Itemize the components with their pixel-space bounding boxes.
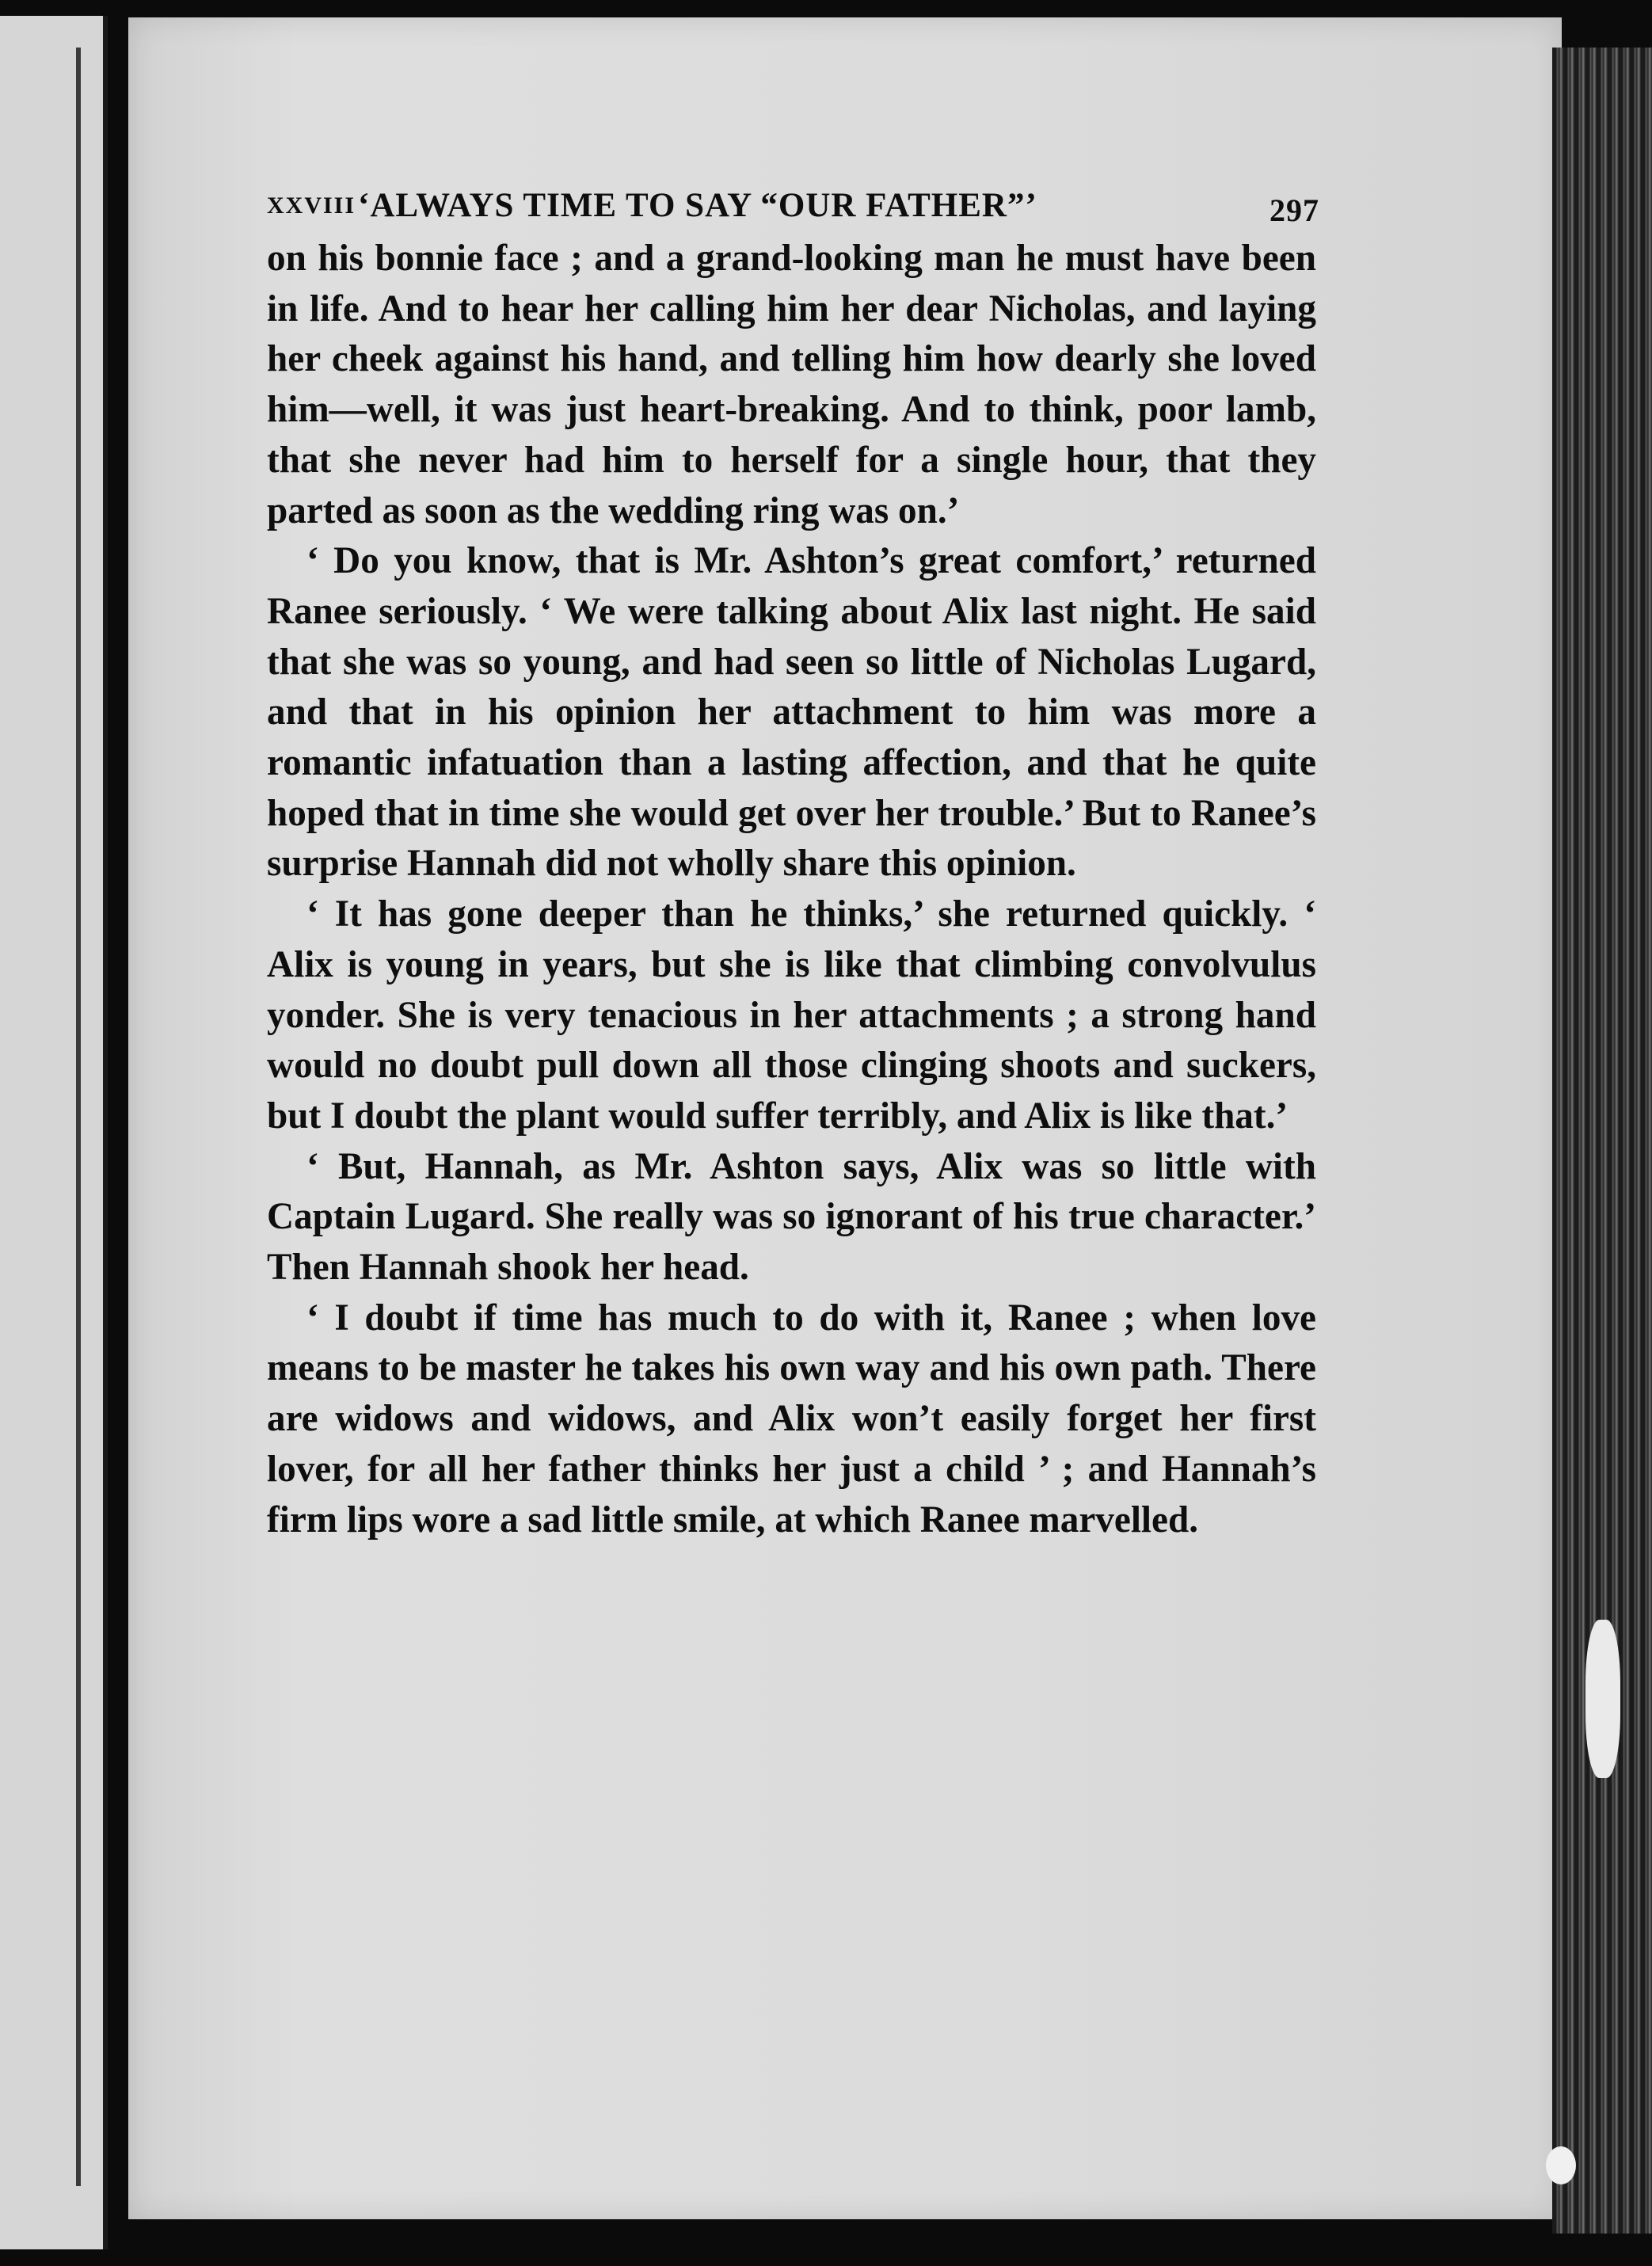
page-number: 297 (1269, 192, 1319, 228)
paragraph-1: on his bonnie face ; and a grand-looking man he must have been in life. And to hear her calling him her dear Nicholas, and laying her cheek against his hand, and telling him how dearly she loved him—well, it was just heart-breaking. And to think, poor lamb, that she never had him to herself for a single hour, that they parted as soon as the wedding ring was on.’ (267, 238, 1316, 531)
facing-page-edge (0, 16, 108, 2249)
paragraph-5: ‘ I doubt if time has much to do with it, Ranee ; when love means to be master he takes his own way and his own path. There are widows and widows, and Alix won’t easily forget her first lover, for all her father thinks her just a child ’ ; and Hannah’s firm lips wore a sad little smile, at which Ranee marvelled. (267, 1297, 1316, 1540)
running-head (267, 178, 1319, 234)
paragraph-3: ‘ It has gone deeper than he thinks,’ she returned quickly. ‘ Alix is young in years, but she is like that climbing convolvulus yonder. She is very tenacious in her attachments ; a strong hand would no doubt pull down all those clinging shoots and suckers, but I doubt the plant would suffer terribly, and Alix is like that.’ (267, 893, 1316, 1137)
paper-tear-mark (1546, 2146, 1576, 2184)
page-stack-edge (1552, 48, 1652, 2234)
paragraph-2: ‘ Do you know, that is Mr. Ashton’s great comfort,’ returned Ranee seriously. ‘ We were talking about Alix last night. He said that she was so young, and had seen so little of Nicholas Lugard, and that in his opinion her attachment to him was more a romantic infatuation than a lasting affection, and that he quite hoped that in time she would get over her trouble.’ But to Ranee’s surprise Hannah did not wholly share this opinion. (267, 540, 1316, 885)
page-text (267, 178, 1319, 1545)
chapter-title: ‘ALWAYS TIME TO SAY “OUR FATHER”’ (358, 187, 1037, 224)
chapter-number: XXVIII (267, 192, 356, 219)
paragraph-4: ‘ But, Hannah, as Mr. Ashton says, Alix was so little with Captain Lugard. She really was so ignorant of his true character.’ Then Hannah shook her head. (267, 1145, 1316, 1289)
paper-tear-mark (1585, 1620, 1620, 1778)
